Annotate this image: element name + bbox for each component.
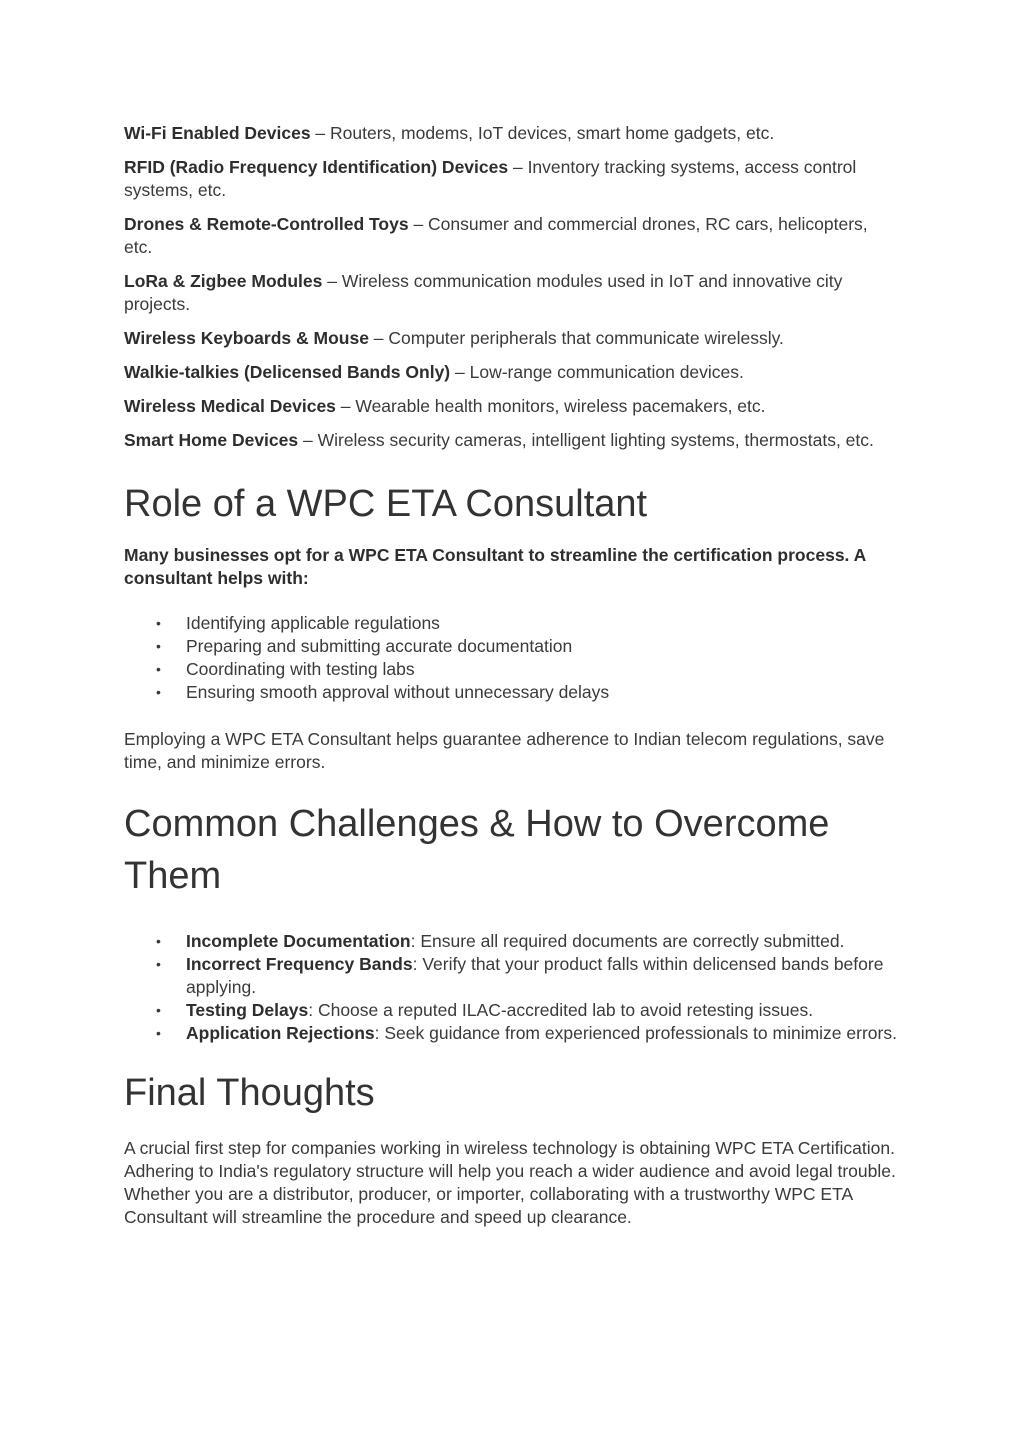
device-description: – Wireless security cameras, intelligent lighting systems, thermostats, etc. (298, 430, 874, 450)
device-term: Walkie-talkies (Delicensed Bands Only) (124, 362, 451, 382)
list-item (124, 635, 899, 658)
device-term: LoRa & Zigbee Modules (124, 271, 323, 291)
section-heading-role: Role of a WPC ETA Consultant (124, 483, 648, 525)
document-page (124, 122, 899, 1229)
device-term: Wi-Fi Enabled Devices (124, 123, 311, 143)
list-item (124, 953, 899, 999)
device-item-keyboards (124, 327, 899, 350)
role-intro: Many businesses opt for a WPC ETA Consultant to streamline the certification process. A consultant helps with: (124, 545, 866, 588)
challenge-description: : Verify that your product falls within delicensed bands before applying. (186, 954, 884, 997)
device-item-lora (124, 270, 899, 316)
list-item-text: Coordinating with testing labs (186, 659, 415, 679)
device-description: – Computer peripherals that communicate wirelessly. (368, 328, 784, 348)
device-description: – Low-range communication devices. (450, 362, 744, 382)
device-term: Drones & Remote-Controlled Toys (124, 214, 409, 234)
device-description: – Consumer and commercial drones, RC cars, helicopters, etc. (124, 214, 868, 257)
device-term: Smart Home Devices (124, 430, 299, 450)
device-item-smart-home (124, 429, 899, 452)
list-item (124, 681, 899, 704)
challenge-description: : Seek guidance from experienced professionals to minimize errors. (374, 1023, 897, 1043)
device-item-walkie-talkies (124, 361, 899, 384)
bullet-icon: • (156, 661, 161, 677)
bullet-icon: • (156, 956, 161, 972)
bullet-icon: • (156, 615, 161, 631)
list-item (124, 999, 899, 1022)
device-description: – Routers, modems, IoT devices, smart home gadgets, etc. (310, 123, 775, 143)
list-item-text: Preparing and submitting accurate documentation (186, 636, 573, 656)
list-item (124, 658, 899, 681)
list-item (124, 1022, 899, 1045)
role-closing-paragraph: Employing a WPC ETA Consultant helps guarantee adherence to Indian telecom regulations, save time, and minimize errors. (124, 729, 885, 772)
device-item-wifi (124, 122, 899, 145)
device-term: Wireless Keyboards & Mouse (124, 328, 369, 348)
device-item-rfid (124, 156, 899, 202)
list-item (124, 612, 899, 635)
challenge-term: Application Rejections (186, 1023, 375, 1043)
list-item-text: Ensuring smooth approval without unnecessary delays (186, 682, 610, 702)
device-term: RFID (Radio Frequency Identification) Devices (124, 157, 509, 177)
challenge-description: : Choose a reputed ILAC-accredited lab to avoid retesting issues. (308, 1000, 814, 1020)
bullet-icon: • (156, 684, 161, 700)
challenge-term: Incorrect Frequency Bands (186, 954, 413, 974)
bullet-icon: • (156, 1025, 161, 1041)
final-paragraph: A crucial first step for companies working in wireless technology is obtaining WPC ETA Certification. Adhering to India's regulatory structure will help you reach a wider audience and avoid legal trouble. Whether you are a distributor, producer, or importer, collaborating with a trustworthy WPC ETA Consultant will streamline the procedure and speed up clearance. (124, 1138, 896, 1227)
challenge-term: Testing Delays (186, 1000, 309, 1020)
role-list (124, 612, 899, 704)
device-description: – Inventory tracking systems, access control systems, etc. (124, 157, 857, 200)
device-item-medical (124, 395, 899, 418)
bullet-icon: • (156, 638, 161, 654)
challenges-list (124, 930, 899, 1045)
device-description: – Wireless communication modules used in IoT and innovative city projects. (124, 271, 843, 314)
list-item-text: Identifying applicable regulations (186, 613, 440, 633)
list-item (124, 930, 899, 953)
bullet-icon: • (156, 1002, 161, 1018)
device-item-drones (124, 213, 899, 259)
device-term: Wireless Medical Devices (124, 396, 336, 416)
bullet-icon: • (156, 933, 161, 949)
section-heading-final: Final Thoughts (124, 1072, 375, 1114)
challenge-description: : Ensure all required documents are correctly submitted. (410, 931, 845, 951)
section-heading-challenges: Common Challenges & How to Overcome Them (124, 803, 830, 897)
challenge-term: Incomplete Documentation (186, 931, 411, 951)
device-description: – Wearable health monitors, wireless pacemakers, etc. (335, 396, 766, 416)
